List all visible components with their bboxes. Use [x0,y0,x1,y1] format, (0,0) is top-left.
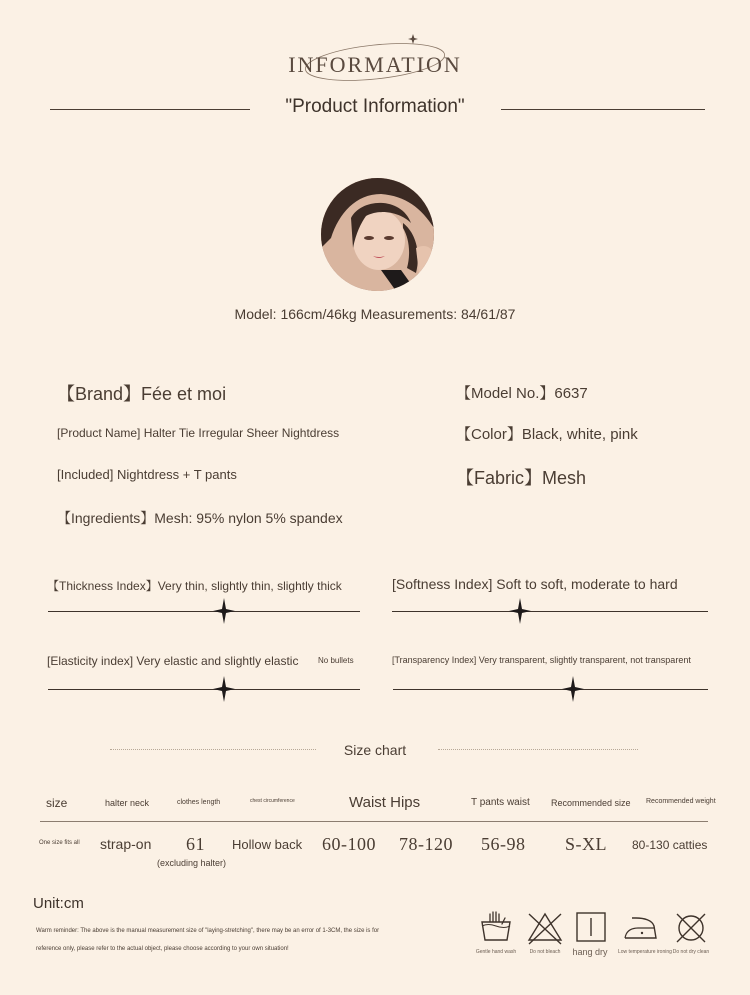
included-info: [Included] Nightdress + T pants [57,467,237,482]
row-halter-neck: strap-on [100,836,152,852]
softness-index-marker [509,598,531,624]
title-rule-right [501,109,705,110]
thickness-index-label: 【Thickness Index】Very thin, slightly thin, slightly thick [47,579,342,593]
section-title-row [0,96,750,124]
size-chart-divider [40,821,708,822]
row-recommended-weight: 80-130 catties [632,838,708,852]
hand-wash-label: Gentle hand wash [475,949,517,955]
row-t-pants-waist: 56-98 [481,834,526,854]
header-recommended-weight: Recommended weight [646,798,716,805]
elasticity-index-marker [213,676,235,702]
elasticity-index-label: [Elasticity index] Very elastic and slightly elastic [47,654,299,668]
transparency-index-label: [Transparency Index] Very transparent, slightly transparent, not transparent [392,655,691,665]
avatar-illustration [321,178,434,291]
model-avatar [321,178,434,291]
thickness-index-marker [213,598,235,624]
softness-index-label: [Softness Index] Soft to soft, moderate to hard [392,576,678,592]
size-chart-title: Size chart [343,742,407,758]
model-number-info: 【Model No.】6637 [456,385,588,402]
header-clothes-length: clothes length [177,799,221,806]
brand-info: 【Brand】Fée et moi [57,384,227,404]
logo-text: INFORMATION [288,52,462,77]
transparency-index-scale [393,689,708,690]
hang-dry-icon [574,910,610,946]
page-title: "Product Information" [285,96,465,117]
row-waist: 60-100 [322,834,376,854]
no-bleach-icon [527,910,563,946]
model-measurements: Model: 166cm/46kg Measurements: 84/61/87 [234,306,516,322]
thickness-index-scale [48,611,360,612]
size-chart-dots-right [438,749,638,750]
iron-label: Low temperature ironing [618,949,672,955]
row-clothes-length-note: (excluding halter) [157,858,227,868]
hang-dry-label: hang dry [572,947,608,957]
header-halter-neck: halter neck [105,798,150,808]
unit-label: Unit:cm [33,895,84,912]
color-info: 【Color】Black, white, pink [456,426,638,443]
reminder-line-1: Warm reminder: The above is the manual measurement size of "laying-stretching", there may be an error of 1-3CM, the size is for [36,928,380,934]
no-bleach-label: Do not bleach [529,949,561,955]
header-recommended-size: Recommended size [551,798,631,808]
iron-icon [622,910,658,946]
transparency-index-marker [562,676,584,702]
row-hips: 78-120 [399,834,453,854]
elasticity-index-extra: No bullets [318,656,354,665]
header-size: size [46,796,68,810]
no-dry-clean-label: Do not dry clean [672,949,710,955]
row-chest: Hollow back [232,837,303,852]
reminder-line-2: reference only, please refer to the actual object, please choose according to your own situation! [36,946,289,952]
logo [0,32,750,92]
elasticity-index-scale [48,689,360,690]
no-dry-clean-icon [673,910,709,946]
hand-wash-icon [478,908,514,944]
product-name-info: [Product Name] Halter Tie Irregular Sheer Nightdress [57,426,340,440]
row-clothes-length: 61 [186,834,205,854]
header-t-pants-waist: T pants waist [471,797,530,808]
row-recommended-size: S-XL [565,834,607,854]
row-size: One size fits all [39,840,80,846]
softness-index-scale [392,611,708,612]
header-waist-hips: Waist Hips [349,794,421,811]
header-chest: chest circumference [250,798,295,804]
fabric-info: 【Fabric】Mesh [456,468,587,488]
ingredients-info: 【Ingredients】Mesh: 95% nylon 5% spandex [57,510,343,526]
